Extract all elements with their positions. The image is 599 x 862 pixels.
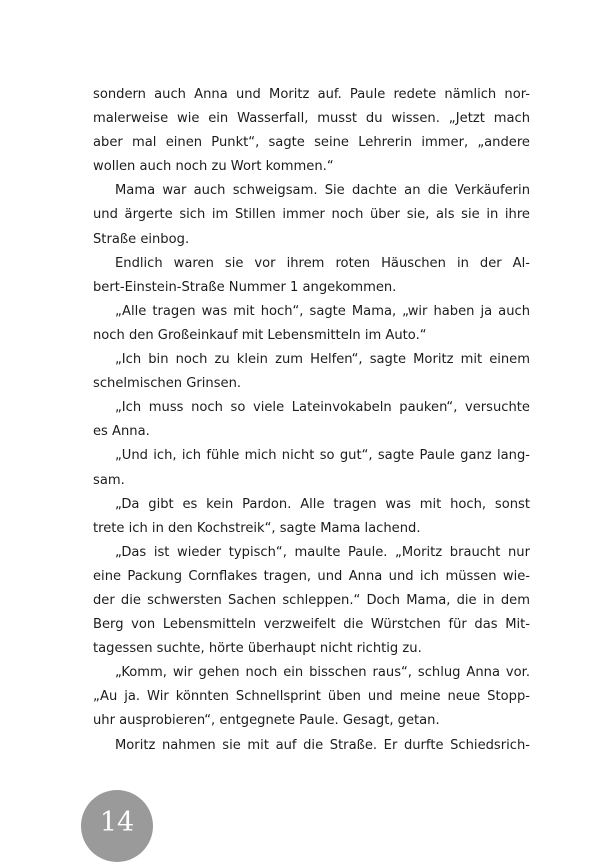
text-line: Mama war auch schweigsam. Sie dachte an die Verkäuferin xyxy=(115,183,530,199)
text-line: „Und ich, ich fühle mich nicht so gut“, sagte Paule ganz lang- xyxy=(115,448,530,464)
text-line: aber mal einen Punkt“, sagte seine Lehrerin immer, „andere xyxy=(93,135,530,151)
text-line: „Alle tragen was mit hoch“, sagte Mama, „wir haben ja auch xyxy=(115,303,530,319)
text-line: „Ich muss noch so viele Lateinvokabeln pauken“, versuchte xyxy=(115,400,530,416)
text-line: eine Packung Cornflakes tragen, und Anna und ich müssen wie- xyxy=(93,568,530,584)
text-line: „Da gibt es kein Pardon. Alle tragen was mit hoch, sonst xyxy=(115,496,530,512)
text-line: Straße einbog. xyxy=(93,231,190,247)
text-line: „Das ist wieder typisch“, maulte Paule. „Moritz braucht nur xyxy=(115,544,530,560)
text-line: wollen auch noch zu Wort kommen.“ xyxy=(93,159,334,175)
text-line: „Au ja. Wir könnten Schnellsprint üben und meine neue Stopp- xyxy=(93,689,530,705)
text-line: Moritz nahmen sie mit auf die Straße. Er durfte Schiedsrich- xyxy=(115,737,530,753)
text-line: tagessen suchte, hörte überhaupt nicht richtig zu. xyxy=(93,641,422,657)
text-line: und ärgerte sich im Stillen immer noch über sie, als sie in ihre xyxy=(93,207,530,223)
text-line: noch den Großeinkauf mit Lebensmitteln im Auto.“ xyxy=(93,327,427,343)
text-line: „Komm, wir gehen noch ein bisschen raus“, schlug Anna vor. xyxy=(115,665,530,681)
text-line: „Ich bin noch zu klein zum Helfen“, sagte Moritz mit einem xyxy=(115,352,530,368)
text-line: trete ich in den Kochstreik“, sagte Mama lachend. xyxy=(93,520,421,536)
text-line: Berg von Lebensmitteln verzweifelt die Würstchen für das Mit- xyxy=(93,617,530,633)
text-line: Endlich waren sie vor ihrem roten Häuschen in der Al- xyxy=(115,255,530,271)
text-line: sam. xyxy=(93,472,125,488)
body-text xyxy=(93,83,530,758)
text-line: sondern auch Anna und Moritz auf. Paule redete nämlich nor- xyxy=(93,87,530,102)
text-line: der die schwersten Sachen schleppen.“ Doch Mama, die in dem xyxy=(93,592,530,608)
text-line: malerweise wie ein Wasserfall, musst du wissen. „Jetzt mach xyxy=(93,111,530,127)
text-line: uhr ausprobieren“, entgegnete Paule. Gesagt, getan. xyxy=(93,713,440,729)
page-number-badge xyxy=(81,790,153,862)
page-number: 14 xyxy=(99,807,135,838)
text-line: schelmischen Grinsen. xyxy=(93,376,242,392)
text-line: es Anna. xyxy=(93,424,150,440)
text-line: bert-Einstein-Straße Nummer 1 angekommen. xyxy=(93,279,397,295)
